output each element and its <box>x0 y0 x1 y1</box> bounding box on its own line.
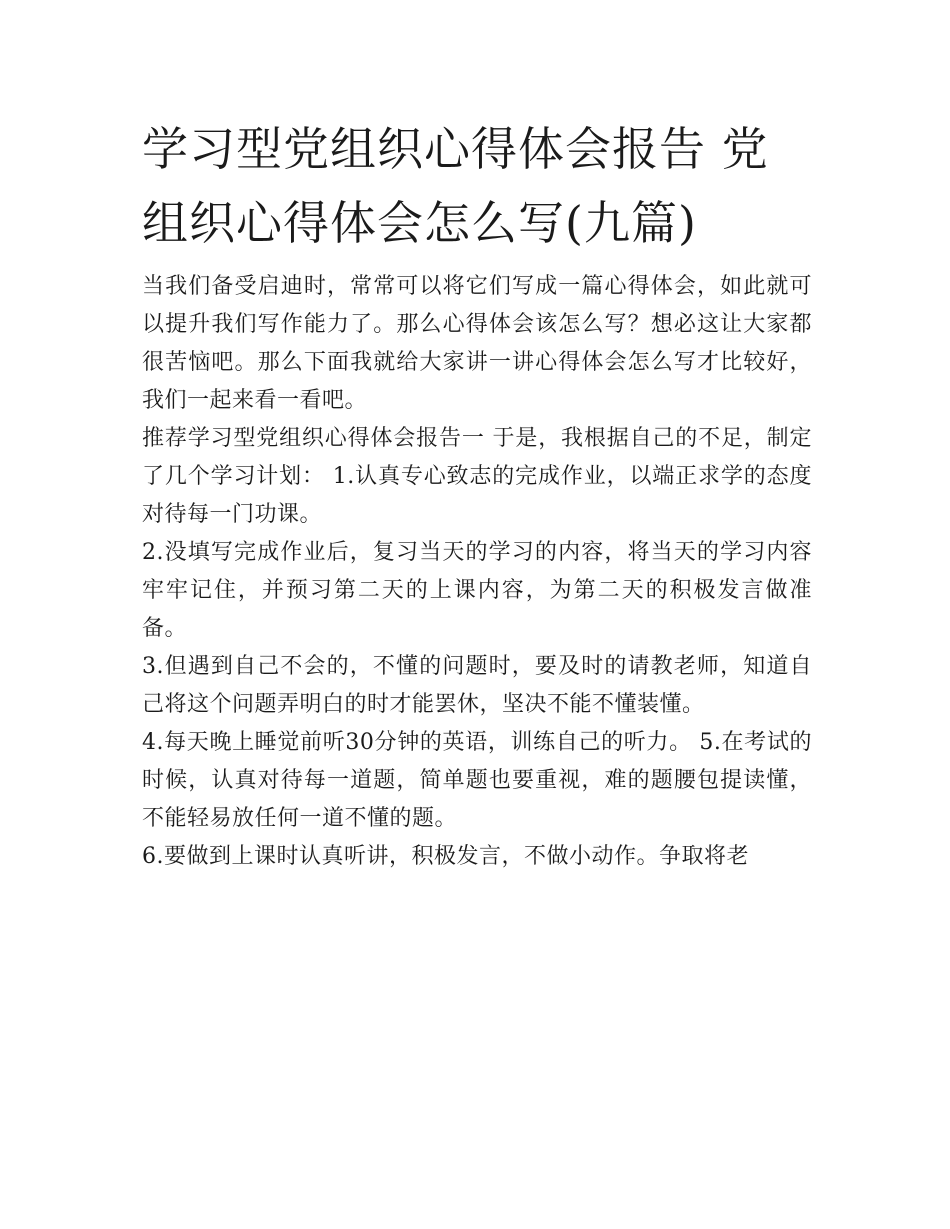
document-page <box>142 112 812 876</box>
paragraph-plan-4-5: 4.每天晚上睡觉前听30分钟的英语，训练自己的听力。 5.在考试的时候，认真对待每一道题，简单题也要重视，难的题腰包提读懂，不能轻易放任何一道不懂的题。 <box>142 730 812 831</box>
paragraph-plan-2: 2.没填写完成作业后，复习当天的学习的内容，将当天的学习内容牢牢记住，并预习第二天的上课内容，为第二天的积极发言做准备。 <box>142 540 812 641</box>
paragraph-intro: 当我们备受启迪时，常常可以将它们写成一篇心得体会，如此就可以提升我们写作能力了。那么心得体会该怎么写？想必这让大家都很苦恼吧。那么下面我就给大家讲一讲心得体会怎么写才比较好，我们一起来看一看吧。 <box>142 274 812 413</box>
paragraph-plan-6: 6.要做到上课时认真听讲，积极发言，不做小动作。争取将老 <box>142 844 749 869</box>
paragraph-plan-3: 3.但遇到自己不会的，不懂的问题时，要及时的请教老师，知道自己将这个问题弄明白的时才能罢休，坚决不能不懂装懂。 <box>142 654 812 717</box>
document-title: 学习型党组织心得体会报告 党组织心得体会怎么写(九篇) <box>142 122 769 250</box>
paragraph-plan-intro: 推荐学习型党组织心得体会报告一 于是，我根据自己的不足，制定了几个学习计划： 1.认真专心致志的完成作业，以端正求学的态度对待每一门功课。 <box>142 426 812 527</box>
document-body <box>142 268 812 876</box>
